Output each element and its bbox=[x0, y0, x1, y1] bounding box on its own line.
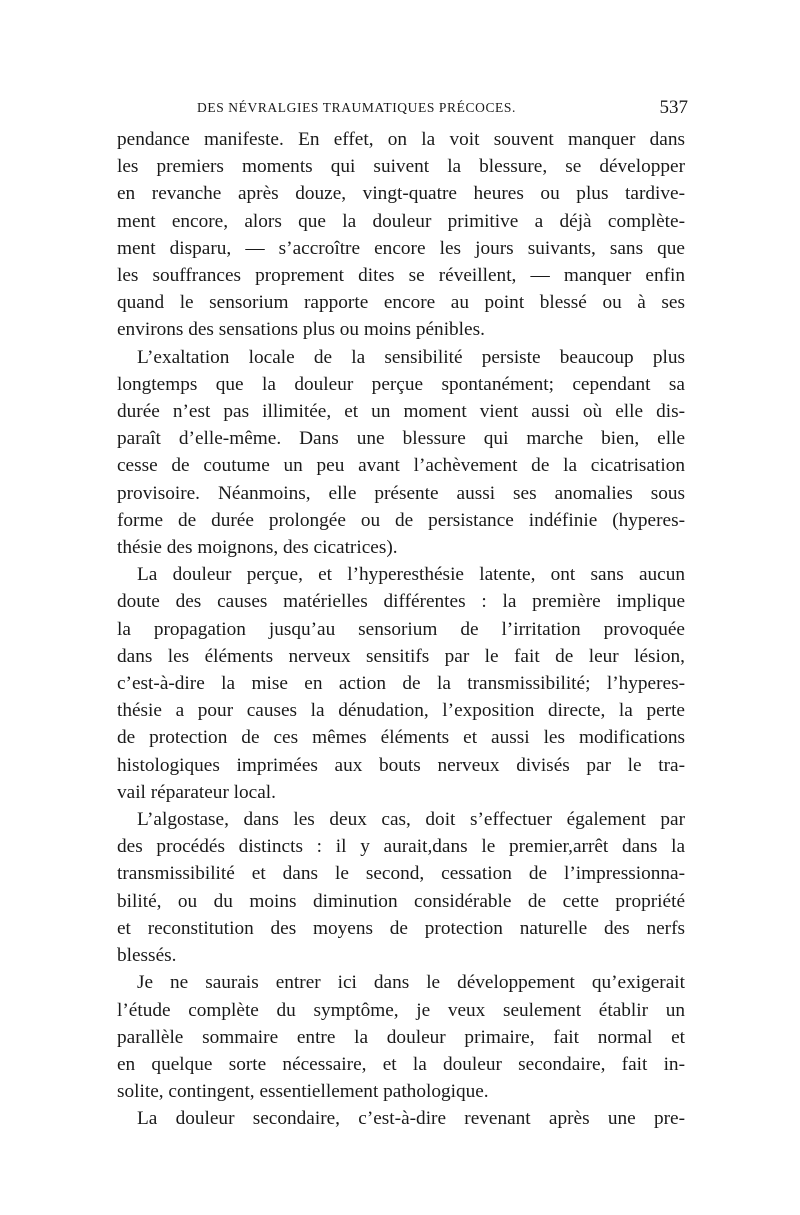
text-line: parallèle sommaire entre la douleur primaire, fait normal et bbox=[117, 1026, 685, 1048]
text-line: les souffrances proprement dites se réveillent, — manquer enfin bbox=[117, 265, 685, 287]
body-text bbox=[117, 126, 685, 1133]
text-line: bilité, ou du moins diminution considérable de cette propriété bbox=[117, 890, 685, 912]
text-line: La douleur perçue, et l’hyperesthésie latente, ont sans aucun bbox=[137, 564, 685, 586]
text-line: dans les éléments nerveux sensitifs par le fait de leur lésion, bbox=[117, 645, 685, 667]
text-line: paraît d’elle-même. Dans une blessure qui marche bien, elle bbox=[117, 428, 685, 450]
text-line: les premiers moments qui suivent la blessure, se développer bbox=[117, 156, 685, 178]
running-title: DES NÉVRALGIES TRAUMATIQUES PRÉCOCES. bbox=[197, 100, 516, 115]
text-line: de protection de ces mêmes éléments et aussi les modifications bbox=[117, 727, 685, 749]
text-line: histologiques imprimées aux bouts nerveux divisés par le tra- bbox=[117, 754, 685, 776]
text-line: forme de durée prolongée ou de persistance indéfinie (hyperes- bbox=[117, 509, 685, 531]
text-line: provisoire. Néanmoins, elle présente aussi ses anomalies sous bbox=[117, 482, 685, 504]
paragraph-1 bbox=[117, 126, 685, 344]
text-line: longtemps que la douleur perçue spontanément; cependant sa bbox=[117, 373, 685, 395]
text-line: L’algostase, dans les deux cas, doit s’effectuer également par bbox=[137, 809, 685, 831]
text-line: l’étude complète du symptôme, je veux seulement établir un bbox=[117, 999, 685, 1021]
text-line: des procédés distincts : il y aurait,dans le premier,arrêt dans la bbox=[117, 836, 685, 858]
text-line: vail réparateur local. bbox=[117, 781, 276, 803]
page-number: 537 bbox=[659, 97, 688, 118]
paragraph-6 bbox=[117, 1105, 685, 1132]
text-line: cesse de coutume un peu avant l’achèvement de la cicatrisation bbox=[117, 455, 685, 477]
paragraph-3 bbox=[117, 561, 685, 806]
text-line: en revanche après douze, vingt-quatre heures ou plus tardive- bbox=[117, 183, 685, 205]
text-line: thésie des moignons, des cicatrices). bbox=[117, 537, 398, 559]
text-line: L’exaltation locale de la sensibilité persiste beaucoup plus bbox=[137, 346, 685, 368]
text-line: pendance manifeste. En effet, on la voit souvent manquer dans bbox=[117, 129, 685, 150]
text-line: solite, contingent, essentiellement pathologique. bbox=[117, 1081, 489, 1103]
text-line: en quelque sorte nécessaire, et la douleur secondaire, fait in- bbox=[117, 1053, 685, 1075]
text-line: blessés. bbox=[117, 945, 177, 967]
text-line: et reconstitution des moyens de protection naturelle des nerfs bbox=[117, 917, 685, 939]
text-line: c’est-à-dire la mise en action de la transmissibilité; l’hyperes- bbox=[117, 673, 685, 695]
running-head bbox=[117, 96, 688, 120]
text-line: la propagation jusqu’au sensorium de l’irritation provoquée bbox=[117, 618, 685, 640]
book-page bbox=[117, 96, 688, 1133]
paragraph-5 bbox=[117, 969, 685, 1105]
text-line: environs des sensations plus ou moins pénibles. bbox=[117, 319, 485, 341]
text-line: ment encore, alors que la douleur primitive a déjà complète- bbox=[117, 210, 685, 232]
text-line: transmissibilité et dans le second, cessation de l’impressionna- bbox=[117, 863, 685, 885]
text-line: doute des causes matérielles différentes : la première implique bbox=[117, 591, 685, 613]
text-line: ment disparu, — s’accroître encore les jours suivants, sans que bbox=[117, 237, 685, 259]
text-line: durée n’est pas illimitée, et un moment vient aussi où elle dis- bbox=[117, 401, 685, 423]
text-line: thésie a pour causes la dénudation, l’exposition directe, la perte bbox=[117, 700, 685, 722]
text-line: Je ne saurais entrer ici dans le développement qu’exigerait bbox=[137, 972, 685, 994]
paragraph-2 bbox=[117, 344, 685, 562]
paragraph-4 bbox=[117, 806, 685, 969]
text-line: quand le sensorium rapporte encore au point blessé ou à ses bbox=[117, 292, 685, 314]
text-line: La douleur secondaire, c’est-à-dire revenant après une pre- bbox=[137, 1108, 685, 1130]
